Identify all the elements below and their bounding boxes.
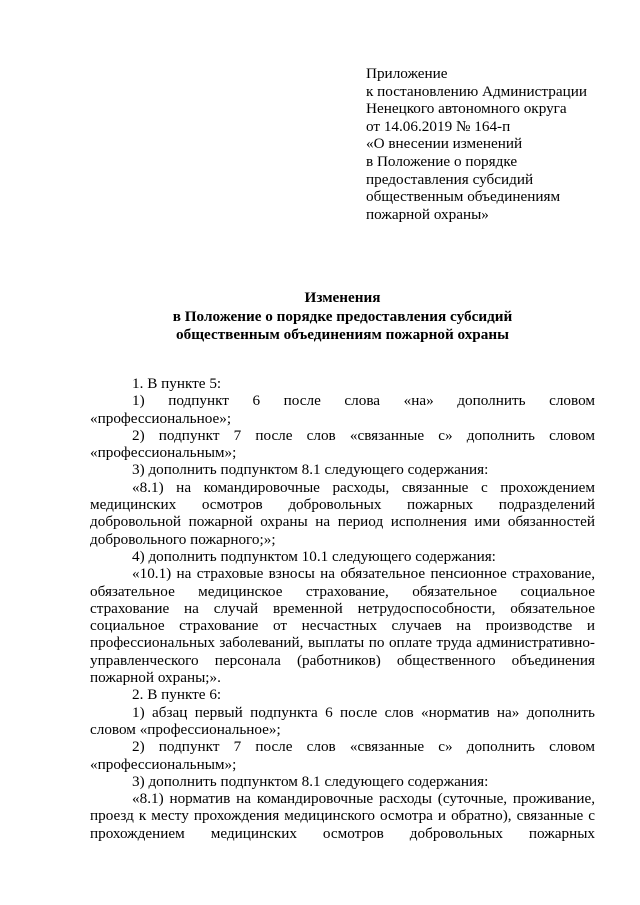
appendix-line: к постановлению Администрации bbox=[366, 82, 587, 100]
title-line: Изменения bbox=[304, 289, 381, 306]
document-body bbox=[90, 375, 595, 842]
paragraph: 2) подпункт 7 после слов «связанные с» дополнить словом «профессиональным»; bbox=[90, 426, 595, 462]
paragraph: «10.1) на страховые взносы на обязательное пенсионное страхование, обязательное медицинское страхование, обязательное социальное страхование на случай временной нетрудоспособности, обязательное социальное страхование от несчастных случаев на производстве и профессиональных заболеваний, выплаты по оплате труда административно-управленческого персонала (работников) общественного объединения пожарной охраны;». bbox=[90, 565, 595, 687]
appendix-line: в Положение о порядке bbox=[366, 152, 518, 170]
paragraph: «8.1) норматив на командировочные расходы (суточные, проживание, проезд к месту прохождения медицинского осмотра и обратно), связанные с прохождением медицинских осмотров добровольных пожарных bbox=[90, 790, 595, 842]
appendix-line: Ненецкого автономного округа bbox=[366, 100, 567, 118]
document-title bbox=[90, 289, 595, 345]
paragraph: 1) подпункт 6 после слова «на» дополнить словом «профессиональное»; bbox=[90, 392, 595, 427]
title-line: общественным объединениям пожарной охраны bbox=[176, 326, 509, 343]
paragraph: 3) дополнить подпунктом 8.1 следующего содержания: bbox=[132, 461, 489, 479]
appendix-line: предоставления субсидий bbox=[366, 170, 534, 188]
appendix-line: пожарной охраны» bbox=[366, 205, 489, 223]
paragraph: «8.1) на командировочные расходы, связанные с прохождением медицинских осмотров добровольных пожарных подразделений добровольной пожарной охраны на период исполнения ими обязанностей добровольного пожарного;»; bbox=[90, 478, 595, 548]
appendix-line: «О внесении изменений bbox=[366, 135, 523, 153]
paragraph: 4) дополнить подпунктом 10.1 следующего содержания: bbox=[132, 547, 496, 565]
appendix-line: от 14.06.2019 № 164-п bbox=[366, 117, 511, 135]
paragraph: 2. В пункте 6: bbox=[132, 686, 222, 704]
appendix-block bbox=[366, 65, 626, 223]
paragraph: 3) дополнить подпунктом 8.1 следующего содержания: bbox=[132, 772, 489, 790]
appendix-line: общественным объединениям bbox=[366, 188, 561, 206]
paragraph: 2) подпункт 7 после слов «связанные с» дополнить словом «профессиональным»; bbox=[90, 738, 595, 773]
paragraph: 1) абзац первый подпункта 6 после слов «норматив на» дополнить словом «профессиональное»; bbox=[90, 703, 595, 738]
paragraph: 1. В пункте 5: bbox=[132, 375, 222, 392]
title-line: в Положение о порядке предоставления субсидий bbox=[172, 307, 513, 325]
appendix-line: Приложение bbox=[366, 65, 448, 82]
